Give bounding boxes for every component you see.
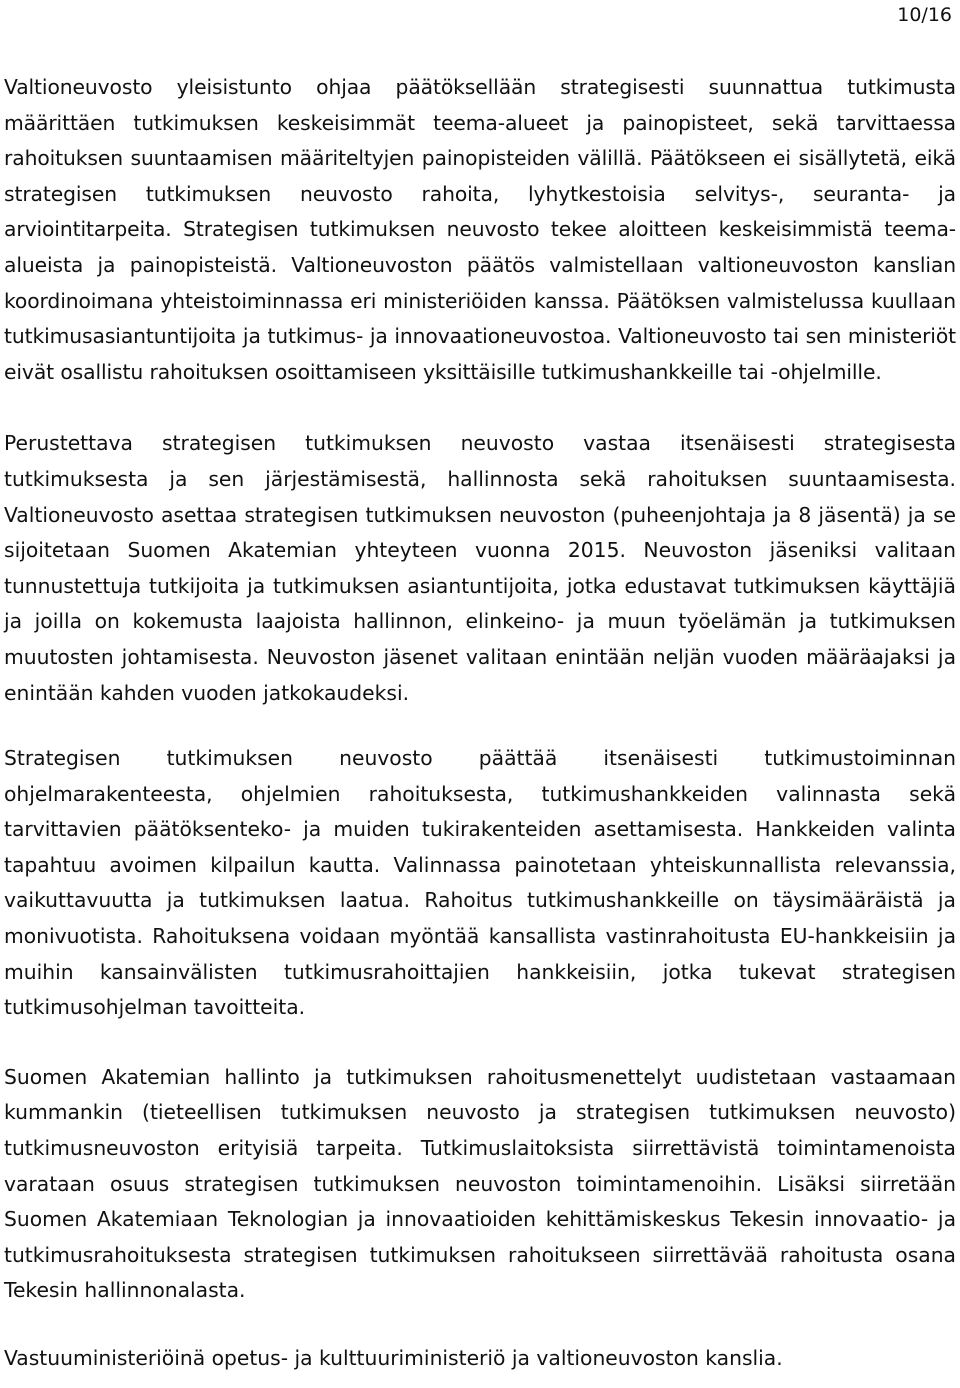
paragraph-4: Suomen Akatemian hallinto ja tutkimuksen rahoitusmenettelyt uudistetaan vastaamaan kummankin (tieteellisen tutkimuksen neuvosto ja strategisen tutkimuksen neuvosto) tutkimusneuvoston erityisiä tarpeita. Tutkimuslaitoksista siirrettävistä toimintamenoista varataan osuus strategisen tutkimuksen neuvoston toimintamenoihin. Lisäksi siirretään Suomen Akatemiaan Teknologian ja innovaatioiden kehittämiskeskus Tekesin innovaatio- ja tutkimusrahoituksesta strategisen tutkimuksen rahoitukseen siirrettävää rahoitusta osana Tekesin hallinnonalasta. <box>4 1064 956 1303</box>
document-body <box>4 70 956 1377</box>
paragraph-1: Valtioneuvosto yleisistunto ohjaa päätöksellään strategisesti suunnattua tutkimusta määrittäen tutkimuksen keskeisimmät teema-alueet ja painopisteet, sekä tarvittaessa rahoituksen suuntaamisen määriteltyjen painopisteiden välillä. Päätökseen ei sisällytetä, eikä strategisen tutkimuksen neuvosto rahoita, lyhytkestoisia selvitys-, seuranta- ja arviointitarpeita. Strategisen tutkimuksen neuvosto tekee aloitteen keskeisimmistä teema-alueista ja painopisteistä. Valtioneuvoston päätös valmistellaan valtioneuvoston kanslian koordinoimana yhteistoiminnassa eri ministeriöiden kanssa. Päätöksen valmistelussa kuullaan tutkimusasiantuntijoita ja tutkimus- ja innovaationeuvostoa. Valtioneuvosto tai sen ministeriöt eivät osallistu rahoituksen osoittamiseen yksittäisille tutkimushankkeille tai -ohjelmille. <box>4 75 956 384</box>
paragraph-3: Strategisen tutkimuksen neuvosto päättää itsenäisesti tutkimustoiminnan ohjelmarakenteesta, ohjelmien rahoituksesta, tutkimushankkeiden valinnasta sekä tarvittavien päätöksenteko- ja muiden tukirakenteiden asettamisesta. Hankkeiden valinta tapahtuu avoimen kilpailun kautta. Valinnassa painotetaan yhteiskunnallista relevanssia, vaikuttavuutta ja tutkimuksen laatua. Rahoitus tutkimushankkeille on täysimääräistä ja monivuotista. Rahoituksena voidaan myöntää kansallista vastinrahoitusta EU-hankkeisiin ja muihin kansainvälisten tutkimusrahoittajien hankkeisiin, jotka tukevat strategisen tutkimusohjelman tavoitteita. <box>4 746 956 1020</box>
page-number: 10/16 <box>897 4 952 26</box>
paragraph-2: Perustettava strategisen tutkimuksen neuvosto vastaa itsenäisesti strategisesta tutkimuksesta ja sen järjestämisestä, hallinnosta sekä rahoituksen suuntaamisesta. Valtioneuvosto asettaa strategisen tutkimuksen neuvoston (puheenjohtaja ja 8 jäsentä) ja se sijoitetaan Suomen Akatemian yhteyteen vuonna 2015. Neuvoston jäseniksi valitaan tunnustettuja tutkijoita ja tutkimuksen asiantuntijoita, jotka edustavat tutkimuksen käyttäjiä ja joilla on kokemusta laajoista hallinnon, elinkeino- ja muun työelämän ja tutkimuksen muutosten johtamisesta. Neuvoston jäsenet valitaan enintään neljän vuoden määräajaksi ja enintään kahden vuoden jatkokaudeksi. <box>4 431 956 705</box>
paragraph-5: Vastuuministeriöinä opetus- ja kulttuuriministeriö ja valtioneuvoston kanslia. <box>4 1346 783 1370</box>
